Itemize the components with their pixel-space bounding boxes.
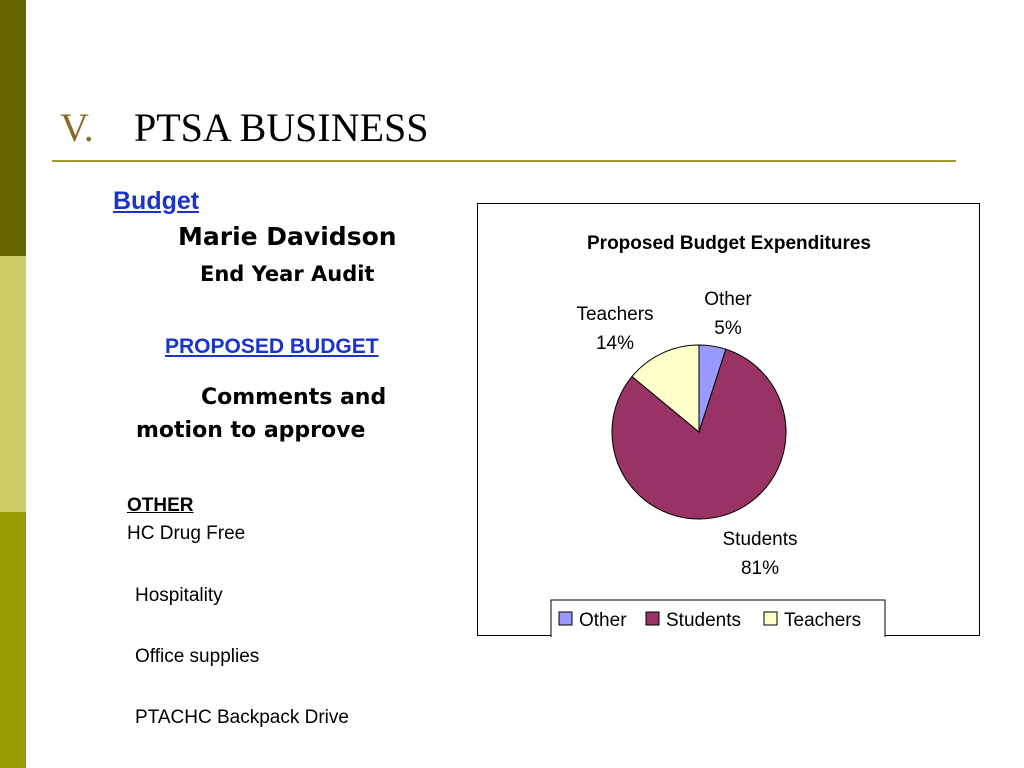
pie-chart-panel — [477, 203, 980, 636]
section-number: V. — [60, 105, 94, 150]
legend-label-students: Students — [666, 610, 741, 631]
slice-value-teachers: 14% — [595, 333, 635, 354]
audit-label: End Year Audit — [200, 262, 375, 286]
slice-label-other: Other — [704, 289, 752, 310]
list-item: Hospitality — [135, 585, 223, 606]
list-item: Office supplies — [135, 646, 260, 667]
pie-chart — [478, 204, 981, 637]
title-divider — [52, 160, 956, 162]
slice-value-other: 5% — [714, 318, 742, 339]
proposed-budget-link[interactable]: PROPOSED BUDGET — [165, 335, 379, 358]
slice-label-students: Students — [722, 529, 798, 550]
sidebar-block-dark — [0, 0, 26, 256]
legend-label-other: Other — [579, 610, 627, 631]
presenter-name: Marie Davidson — [178, 222, 397, 251]
slice-value-students: 81% — [740, 558, 780, 579]
other-heading: OTHER — [127, 495, 194, 516]
comments-text: Comments and motion to approve — [136, 385, 387, 443]
budget-link[interactable]: Budget — [113, 187, 200, 215]
legend-label-teachers: Teachers — [784, 610, 862, 631]
chart-title: Proposed Budget Expenditures — [587, 233, 871, 254]
sidebar-decoration — [0, 0, 26, 768]
page-title: PTSA BUSINESS — [134, 105, 429, 150]
sidebar-block-light — [0, 256, 26, 512]
list-item: PTACHC Backpack Drive — [135, 707, 349, 728]
slice-label-teachers: Teachers — [576, 304, 654, 325]
list-item: HC Drug Free — [127, 523, 246, 544]
legend-swatch-teachers — [764, 612, 777, 625]
legend-swatch-other — [559, 612, 572, 625]
sidebar-block-mid — [0, 512, 26, 768]
legend-swatch-students — [646, 612, 659, 625]
